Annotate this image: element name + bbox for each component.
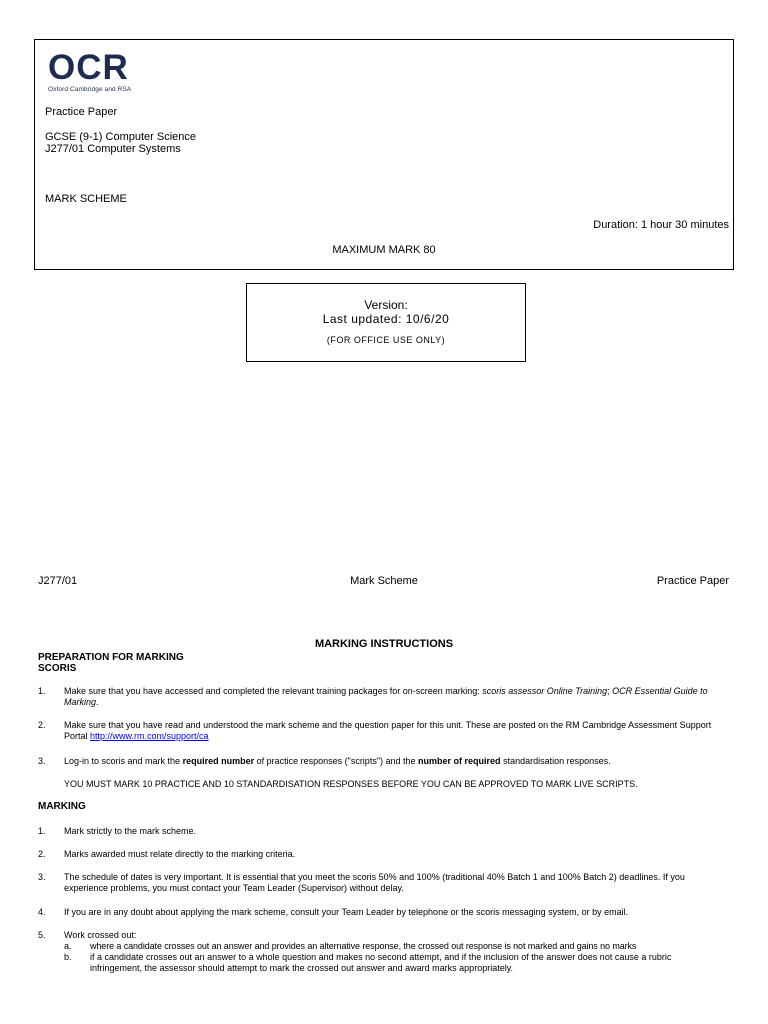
marking-item-text: The schedule of dates is very important. It is essential that you meet the scoris 50% and 100% (traditional 40% Batch 1 and 100% Batch 2) deadlines. If you experience problems, you must contact your Team Leader (Supervisor) without delay. (64, 872, 685, 893)
prep-item-number: 1. (38, 686, 46, 696)
version-box (246, 283, 526, 362)
subitem-text: if a candidate crosses out an answer to a whole question and makes no second attempt, and if the inclusion of the answer does not cause a rubric infringement, the assessor should attempt to mark the crossed out answer and award marks appropriately. (90, 952, 672, 973)
marking-item-number: 2. (38, 849, 46, 859)
duration: Duration: 1 hour 30 minutes (593, 219, 729, 231)
prep-item-text-part: . (96, 697, 99, 707)
maximum-mark: MAXIMUM MARK 80 (332, 244, 436, 256)
logo-subtitle: Oxford Cambridge and RSA (48, 86, 132, 93)
section-title: MARKING INSTRUCTIONS (314, 638, 454, 650)
version-label: Version: (364, 298, 408, 312)
header-unit: J277/01 (38, 575, 78, 587)
unit-title: J277/01 Computer Systems (45, 143, 181, 155)
office-use-note: (FOR OFFICE USE ONLY) (326, 335, 446, 345)
required-number: required number (182, 756, 255, 766)
marking-item-number: 1. (38, 826, 46, 836)
subitem-label: b. (64, 952, 72, 962)
header-doc: Mark Scheme (350, 575, 418, 587)
scoris-heading: SCORIS (38, 663, 77, 674)
paper-type: Practice Paper (45, 106, 118, 118)
document-type: MARK SCHEME (45, 193, 127, 205)
marking-item-text: Work crossed out: (64, 930, 137, 940)
marking-item-text: Mark strictly to the mark scheme. (64, 826, 197, 836)
marking-item-text: If you are in any doubt about applying the mark scheme, consult your Team Leader by telephone or the scoris messaging system, or by email. (64, 907, 629, 917)
guide-title: OCR Essential Guide to Marking (64, 686, 708, 707)
prep-item-text-part: standardisation responses. (500, 756, 611, 766)
prep-item-number: 2. (38, 720, 46, 730)
marking-item-text: Marks awarded must relate directly to the marking criteria. (64, 849, 296, 859)
marking-item-number: 3. (38, 872, 46, 882)
prep-item-text (64, 720, 724, 742)
prep-item-text-part: ; (607, 686, 613, 696)
last-updated: Last updated: 10/6/20 (322, 312, 450, 326)
qualification: GCSE (9-1) Computer Science (45, 131, 196, 143)
prep-item-text-part: of practice responses ("scripts") and the (254, 756, 419, 766)
training-title: scoris assessor Online Training (482, 686, 608, 696)
prep-item-text (64, 756, 724, 767)
header-paper: Practice Paper (656, 575, 729, 587)
marking-heading: MARKING (38, 801, 86, 812)
ocr-logo (48, 48, 132, 93)
logo-wordmark: OCR (48, 48, 129, 87)
subitem-label: a. (64, 941, 72, 951)
marking-item-number: 5. (38, 930, 46, 940)
number-of-required: number of required (418, 756, 501, 766)
subitem-text: where a candidate crosses out an answer and provides an alternative response, the crossed out response is not marked and gains no marks (90, 941, 637, 951)
prep-heading: PREPARATION FOR MARKING (38, 652, 184, 663)
prep-item-text-part: Log-in to scoris and mark the (64, 756, 183, 766)
support-portal-link[interactable]: http://www.rm.com/support/ca (90, 731, 209, 741)
marking-item-number: 4. (38, 907, 46, 917)
prep-item-number: 3. (38, 756, 46, 766)
prep-item-text-part: Make sure that you have read and understood the mark scheme and the question paper for this unit. These are posted on the RM Cambridge Assessment Support Portal (64, 720, 712, 741)
prep-item-text-part: Make sure that you have accessed and completed the relevant training packages for on-screen marking: (64, 686, 483, 696)
approval-note: YOU MUST MARK 10 PRACTICE AND 10 STANDARDISATION RESPONSES BEFORE YOU CAN BE APPROVED TO MARK LIVE SCRIPTS. (64, 779, 638, 789)
prep-item-text (64, 686, 724, 708)
